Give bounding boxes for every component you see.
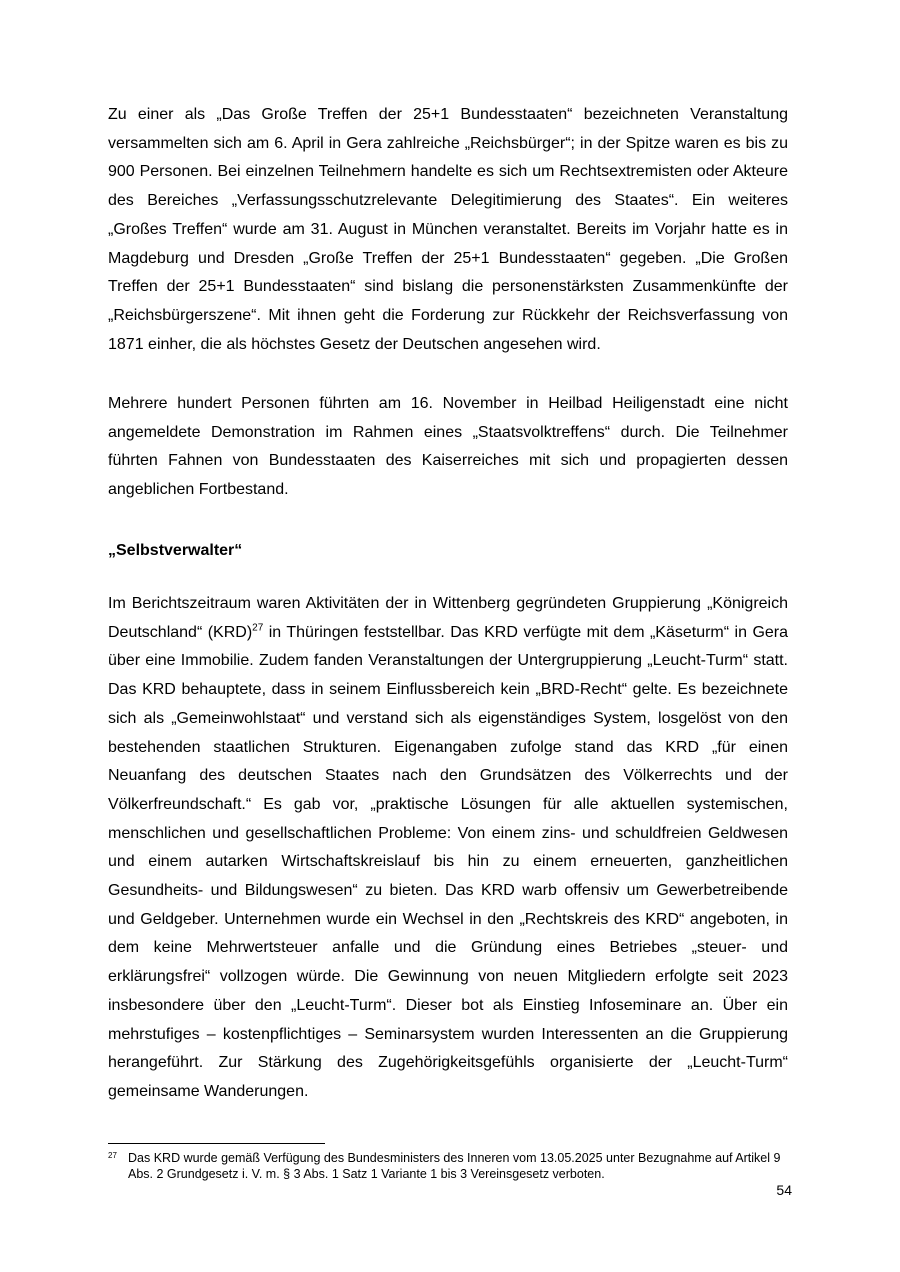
paragraph-staatsvolktreffen: Mehrere hundert Personen führten am 16. November in Heilbad Heiligenstadt eine nicht angemeldete Demonstration im Rahmen eines „Staatsvolktreffens“ durch. Die Teilnehmer führten Fahnen von Bundesstaaten des Kaiserreiches mit sich und propagierten dessen angeblichen Fortbestand. [108,395,788,499]
page-number: 54 [776,1182,792,1198]
paragraph-text-before-ref: Im Berichtszeitraum waren Aktivitäten der in Wittenberg gegründeten Gruppierung „Königreich Deutschland“ (KRD) [108,595,788,641]
paragraph-grosse-treffen: Zu einer als „Das Große Treffen der 25+1 Bundesstaaten“ bezeichneten Veranstaltung versammelten sich am 6. April in Gera zahlreiche „Reichsbürger“; in der Spitze waren es bis zu 900 Personen. Bei einzelnen Teilnehmern handelte es sich um Rechtsextremisten oder Akteure des Bereiches „Verfassungsschutzrelevante Delegitimierung des Staates“. Ein weiteres „Großes Treffen“ wurde am 31. August in München veranstaltet. Bereits im Vorjahr hatte es in Magdeburg und Dresden „Große Treffen der 25+1 Bundesstaaten“ gegeben. „Die Großen Treffen der 25+1 Bundesstaaten“ sind bislang die personenstärksten Zusammenkünfte der „Reichsbürgerszene“. Mit ihnen geht die Forderung zur Rückkehr der Reichsverfassung von 1871 einher, die als höchstes Gesetz der Deutschen angesehen wird. [108,106,788,353]
footnote-text: Das KRD wurde gemäß Verfügung des Bundesministers des Inneren vom 13.05.2025 unter Bezugnahme auf Artikel 9 Abs. 2 Grundgesetz i. V. m. § 3 Abs. 1 Satz 1 Variante 1 bis 3 Vereinsgesetz verboten. [128,1151,781,1181]
footnote-divider [108,1143,325,1144]
section-heading-selbstverwalter: „Selbstverwalter“ [108,542,243,559]
footnote-number: 27 [108,1151,117,1160]
footnote [108,1150,798,1182]
footnote-reference[interactable]: 27 [252,622,264,634]
paragraph-koenigreich-deutschland [108,590,788,1107]
paragraph-text-after-ref: in Thüringen feststellbar. Das KRD verfügte mit dem „Käseturm“ in Gera über eine Immobilie. Zudem fanden Veranstaltungen der Untergruppierung „Leucht-Turm“ statt. Das KRD behauptete, dass in seinem Einflussbereich kein „BRD-Recht“ gelte. Es bezeichnete sich als „Gemeinwohlstaat“ und verstand sich als eigenständiges System, losgelöst von den bestehenden staatlichen Strukturen. Eigenangaben zufolge stand das KRD „für einen Neuanfang des deutschen Staates nach den Grundsätzen des Völkerrechts und der Völkerfreundschaft.“ Es gab vor, „praktische Lösungen für alle aktuellen systemischen, menschlichen und gesellschaftlichen Probleme: Von einem zins- und schuldfreien Geldwesen und einem autarken Wirtschaftskreislauf bis hin zu einem erneuerten, ganzheitlichen Gesundheits- und Bildungswesen“ zu bieten. Das KRD warb offensiv um Gewerbetreibende und Geldgeber. Unternehmen wurde ein Wechsel in den „Rechtskreis des KRD“ angeboten, in dem keine Mehrwertsteuer anfalle und die Gründung eines Betriebes „steuer- und erklärungsfrei“ vollzogen würde. Die Gewinnung von neuen Mitgliedern erfolgte seit 2023 insbesondere über den „Leucht-Turm“. Dieser bot als Einstieg Infoseminare an. Über ein mehrstufiges – kostenpflichtiges – Seminarsystem wurden Interessenten an die Gruppierung herangeführt. Zur Stärkung des Zugehörigkeitsgefühls organisierte der „Leucht-Turm“ gemeinsame Wanderungen. [108,623,789,1100]
